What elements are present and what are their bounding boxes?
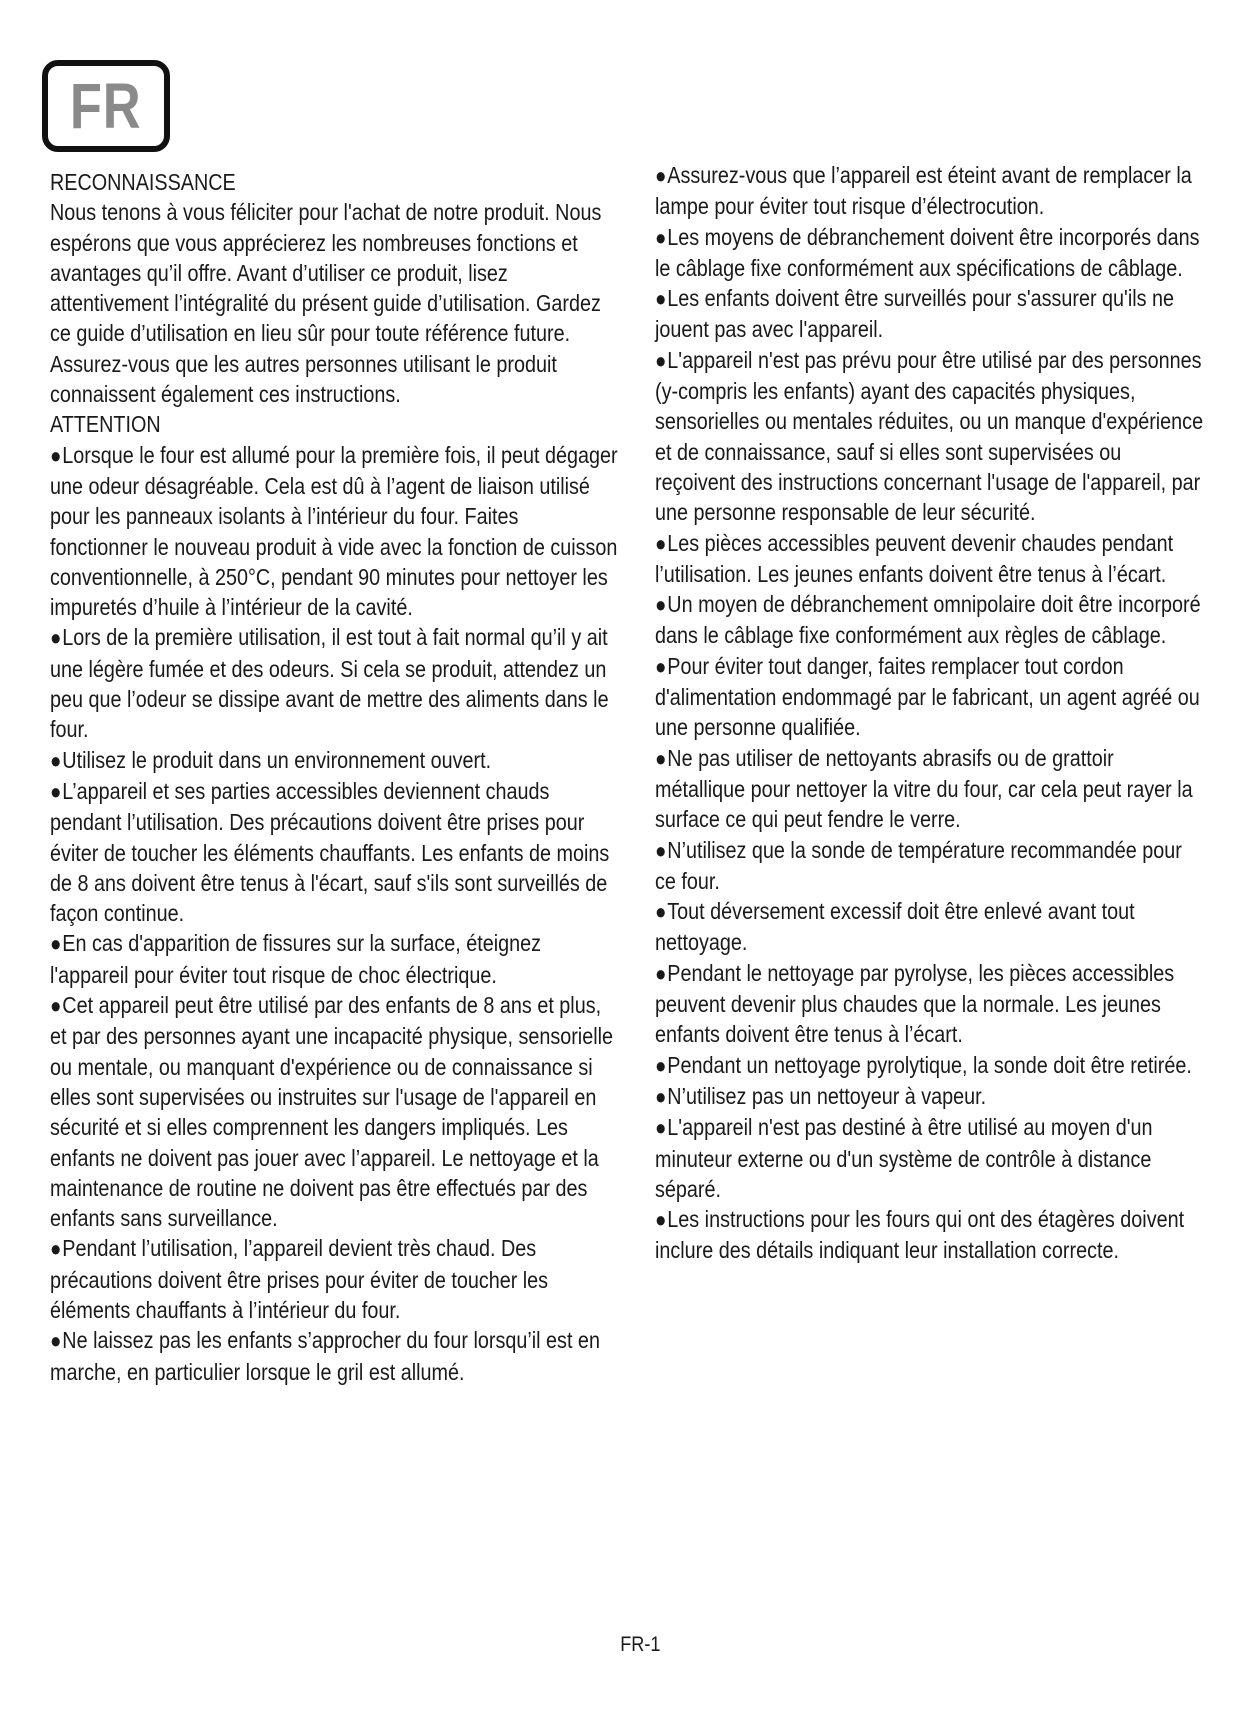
safety-item: ● N’utilisez que la sonde de température recommandée pour ce four. (655, 835, 1205, 897)
safety-item: ● Pendant l’utilisation, l’appareil devient très chaud. Des précautions doivent être prises pour éviter de toucher les éléments chauffants à l’intérieur du four. (50, 1233, 618, 1325)
right-column (655, 160, 1205, 1266)
safety-item: ● N’utilisez pas un nettoyeur à vapeur. (655, 1081, 1205, 1112)
page-footer (0, 1633, 1241, 1657)
page-number: FR-1 (620, 1633, 661, 1656)
language-badge (42, 60, 170, 152)
heading-reconnaissance: RECONNAISSANCE (50, 169, 236, 195)
safety-item: ● En cas d'apparition de fissures sur la surface, éteignez l'appareil pour éviter tout risque de choc électrique. (50, 928, 618, 990)
safety-item: ● Les enfants doivent être surveillés pour s'assurer qu'ils ne jouent pas avec l'appareil. (655, 283, 1205, 345)
safety-item: ● Pendant le nettoyage par pyrolyse, les pièces accessibles peuvent devenir plus chaudes que la normale. Les jeunes enfants doivent être tenus à l’écart. (655, 958, 1205, 1050)
safety-item: ● Utilisez le produit dans un environnement ouvert. (50, 745, 618, 776)
safety-item: ● Pendant un nettoyage pyrolytique, la sonde doit être retirée. (655, 1050, 1205, 1081)
safety-item: ● Pour éviter tout danger, faites remplacer tout cordon d'alimentation endommagé par le fabricant, un agent agréé ou une personne qualifiée. (655, 651, 1205, 743)
heading-attention: ATTENTION (50, 411, 161, 438)
intro-paragraph: Nous tenons à vous féliciter pour l'achat de notre produit. Nous espérons que vous apprécierez les nombreuses fonctions et avantages qu’il offre. Avant d’utiliser ce produit, lisez attentivement l’intégralité du présent guide d’utilisation. Gardez ce guide d’utilisation en lieu sûr pour toute référence future. Assurez-vous que les autres personnes utilisant le produit connaissent également ces instructions. (50, 199, 602, 408)
safety-item: ● Ne pas utiliser de nettoyants abrasifs ou de grattoir métallique pour nettoyer la vitre du four, car cela peut rayer la surface ce qui peut fendre le verre. (655, 743, 1205, 835)
left-column (50, 167, 618, 1387)
safety-item: ● Ne laissez pas les enfants s’approcher du four lorsqu’il est en marche, en particulier lorsque le gril est allumé. (50, 1325, 618, 1387)
safety-item: ● Assurez-vous que l’appareil est éteint avant de remplacer la lampe pour éviter tout risque d’électrocution. (655, 160, 1205, 222)
safety-item: ● Les pièces accessibles peuvent devenir chaudes pendant l’utilisation. Les jeunes enfants doivent être tenus à l’écart. (655, 528, 1205, 590)
safety-item: ● L'appareil n'est pas destiné à être utilisé au moyen d'un minuteur externe ou d'un système de contrôle à distance séparé. (655, 1112, 1205, 1204)
safety-item: ● Tout déversement excessif doit être enlevé avant tout nettoyage. (655, 896, 1205, 958)
safety-item: ● Lorsque le four est allumé pour la première fois, il peut dégager une odeur désagréable. Cela est dû à l’agent de liaison utilisé pour les panneaux isolants à l’intérieur du four. Faites fonctionner le nouveau produit à vide avec la fonction de cuisson conventionnelle, à 250°C, pendant 90 minutes pour nettoyer les impuretés d’huile à l’intérieur de la cavité. (50, 440, 618, 623)
safety-item: ● Un moyen de débranchement omnipolaire doit être incorporé dans le câblage fixe conformément aux règles de câblage. (655, 589, 1205, 651)
safety-item: ● L'appareil n'est pas prévu pour être utilisé par des personnes (y-compris les enfants) ayant des capacités physiques, sensorielles ou mentales réduites, ou un manque d'expérience et de connaissance, sauf si elles sont supervisées ou reçoivent des instructions concernant l'usage de l'appareil, par une personne responsable de leur sécurité. (655, 345, 1205, 528)
safety-item: ● Les instructions pour les fours qui ont des étagères doivent inclure des détails indiquant leur installation correcte. (655, 1204, 1205, 1266)
safety-item: ● L’appareil et ses parties accessibles deviennent chauds pendant l’utilisation. Des précautions doivent être prises pour éviter de toucher les éléments chauffants. Les enfants de moins de 8 ans doivent être tenus à l'écart, sauf s'ils sont surveillés de façon continue. (50, 776, 618, 928)
language-code: FR (70, 70, 142, 142)
safety-item: ● Cet appareil peut être utilisé par des enfants de 8 ans et plus, et par des personnes ayant une incapacité physique, sensorielle ou mentale, ou manquant d'expérience ou de connaissance si elles sont supervisées ou instruites sur l'usage de l'appareil en sécurité et si elles comprennent les dangers impliqués. Les enfants ne doivent pas jouer avec l’appareil. Le nettoyage et la maintenance de routine ne doivent pas être effectués par des enfants sans surveillance. (50, 990, 618, 1233)
safety-item: ● Lors de la première utilisation, il est tout à fait normal qu’il y ait une légère fumée et des odeurs. Si cela se produit, attendez un peu que l’odeur se dissipe avant de mettre des aliments dans le four. (50, 622, 618, 744)
safety-item: ● Les moyens de débranchement doivent être incorporés dans le câblage fixe conformément aux spécifications de câblage. (655, 222, 1205, 284)
